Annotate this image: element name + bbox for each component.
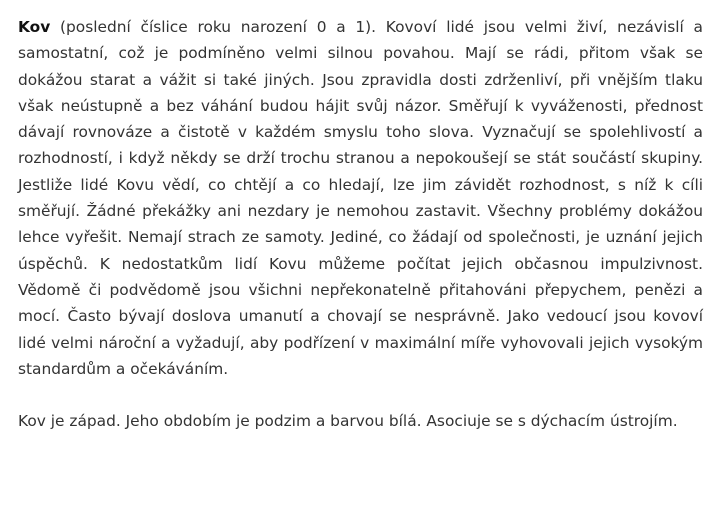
paragraph-text: (poslední číslice roku narození 0 a 1). Kovoví lidé jsou velmi živí, nezávislí a samostatní, což je podmíněno velmi silnou povahou. Mají se rádi, přitom však se dokážou starat a vážit si také jiných. Jsou zpravidla dosti zdrženliví, při vnějším tlaku však neústupně a bez váhání budou hájit svůj názor. Směřují k vyváženosti, přednost dávají rovnováze a čistotě v každém smyslu toho slova. Vyznačují se spolehlivostí a rozhodností, i když někdy se drží trochu stranou a nepokoušejí se stát součástí skupiny. Jestliže lidé Kovu vědí, co chtějí a co hledají, lze jim závidět rozhodnost, s níž k cíli směřují. Žádné překážky ani nezdary je nemohou zastavit. Všechny problémy dokážou lehce vyřešit. Nemají strach ze samoty. Jediné, co žádají od společnosti, je uznání jejich úspěchů. K nedostatkům lidí Kovu můžeme počítat jejich občasnou impulzivnost. Vědomě či podvědomě jsou všichni nepřekonatelně přitahováni přepychem, penězi a mocí. Často bývají doslova umanutí a chovají se nesprávně. Jako vedoucí jsou kovoví lidé velmi nároční a vyžadují, aby podřízení v maximální míře vyhovovali jejich vysokým standardům a očekáváním. bbox=[18, 18, 703, 378]
term-kov: Kov bbox=[18, 18, 51, 36]
article-body bbox=[18, 14, 703, 434]
paragraph-kov-traits bbox=[18, 14, 703, 382]
paragraph-kov-associations: Kov je západ. Jeho obdobím je podzim a barvou bílá. Asociuje se s dýchacím ústrojím. bbox=[18, 412, 678, 431]
